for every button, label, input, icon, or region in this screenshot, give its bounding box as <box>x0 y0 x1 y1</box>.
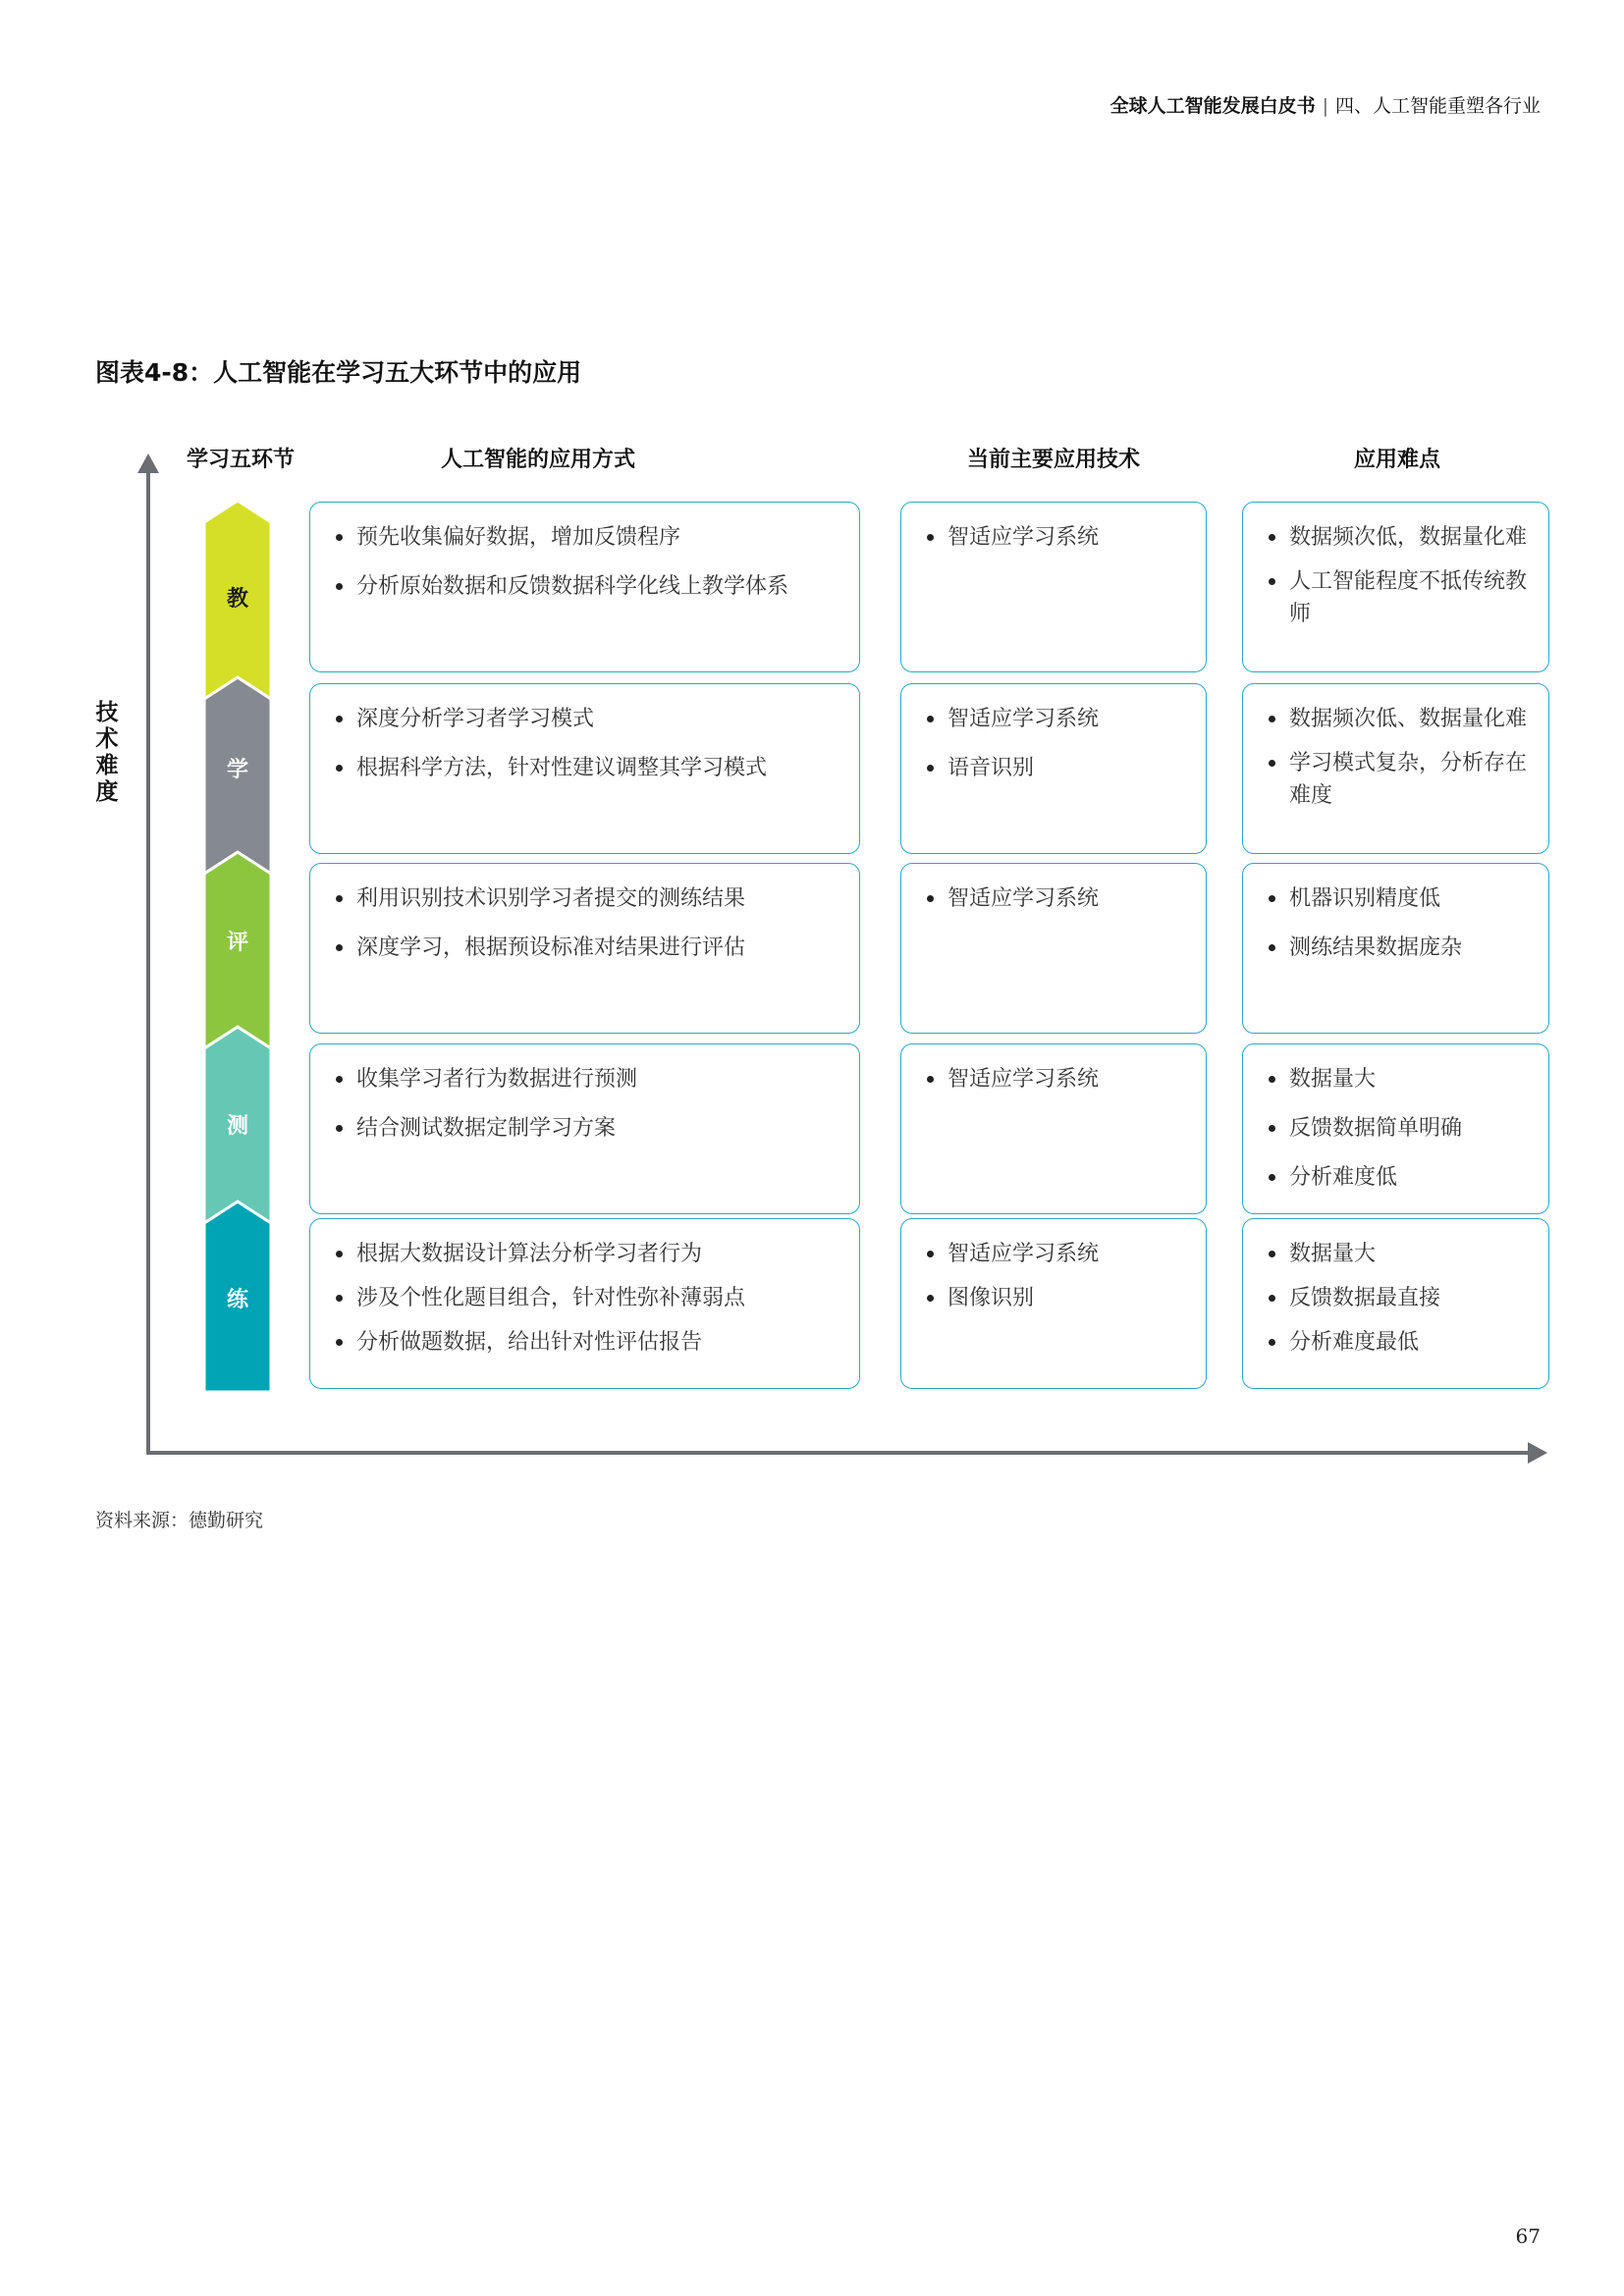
difficulty-item: 数据量大 <box>1267 1063 1537 1095</box>
technology-item: 智适应学习系统 <box>925 1238 1194 1270</box>
difficulty-item: 反馈数据最直接 <box>1267 1282 1537 1314</box>
technology-item: 智适应学习系统 <box>925 703 1194 735</box>
technology-card-learn <box>900 683 1207 854</box>
stage-label-practice: 练 <box>226 1288 248 1312</box>
method-card-test <box>309 1043 860 1214</box>
difficulty-item: 数据量大 <box>1267 1238 1537 1270</box>
difficulty-card-evaluate <box>1242 863 1549 1034</box>
difficulty-item: 人工智能程度不抵传统教师 <box>1267 565 1537 630</box>
x-axis-arrow-icon <box>1528 1442 1547 1464</box>
difficulty-card-practice <box>1242 1218 1549 1389</box>
method-item: 深度学习，根据预设标准对结果进行评估 <box>334 932 847 964</box>
method-item: 结合测试数据定制学习方案 <box>334 1112 847 1145</box>
technology-item: 智适应学习系统 <box>925 882 1194 915</box>
x-axis <box>146 1442 1547 1464</box>
difficulty-item: 数据频次低、数据量化难 <box>1267 703 1537 735</box>
difficulty-item: 反馈数据简单明确 <box>1267 1112 1537 1145</box>
method-item: 涉及个性化题目组合，针对性弥补薄弱点 <box>334 1282 847 1314</box>
method-item: 分析做题数据，给出针对性评估报告 <box>334 1326 847 1359</box>
figure-title: 图表4-8：人工智能在学习五大环节中的应用 <box>95 358 582 387</box>
stage-label-test: 测 <box>226 1114 248 1139</box>
stage-label-learn: 学 <box>226 758 248 782</box>
method-item: 深度分析学习者学习模式 <box>334 703 847 735</box>
page-number: 67 <box>1515 2224 1541 2248</box>
column-header-stage: 学习五环节 <box>186 448 296 472</box>
technology-item: 智适应学习系统 <box>925 1063 1194 1095</box>
method-item: 预先收集偏好数据，增加反馈程序 <box>334 521 847 554</box>
y-axis <box>137 454 159 1453</box>
method-item: 根据科学方法，针对性建议调整其学习模式 <box>334 752 847 784</box>
technology-card-practice <box>900 1218 1207 1389</box>
difficulty-card-test <box>1242 1043 1549 1214</box>
column-header-technology: 当前主要应用技术 <box>966 448 1141 472</box>
technology-item: 智适应学习系统 <box>925 521 1194 554</box>
difficulty-item: 数据频次低，数据量化难 <box>1267 521 1537 554</box>
difficulty-item: 机器识别精度低 <box>1267 882 1537 915</box>
stage-label-teach: 教 <box>226 587 248 612</box>
method-item: 根据大数据设计算法分析学习者行为 <box>334 1238 847 1270</box>
technology-card-test <box>900 1043 1207 1214</box>
technology-card-teach <box>900 502 1207 672</box>
y-axis-arrow-icon <box>137 454 159 473</box>
stage-label-evaluate: 评 <box>226 931 248 955</box>
difficulty-item: 测练结果数据庞杂 <box>1267 932 1537 964</box>
method-card-teach <box>309 502 860 672</box>
column-header-difficulty: 应用难点 <box>1353 448 1441 472</box>
technology-item: 语音识别 <box>925 752 1194 784</box>
technology-item: 图像识别 <box>925 1282 1194 1314</box>
method-item: 分析原始数据和反馈数据科学化线上教学体系 <box>334 570 847 603</box>
difficulty-card-learn <box>1242 683 1549 854</box>
difficulty-item: 分析难度最低 <box>1267 1326 1537 1359</box>
method-item: 利用识别技术识别学习者提交的测练结果 <box>334 882 847 915</box>
difficulty-item: 分析难度低 <box>1267 1161 1537 1194</box>
method-card-learn <box>309 683 860 854</box>
figure-source: 资料来源：德勤研究 <box>95 1510 264 1531</box>
header-separator: | <box>1322 95 1328 117</box>
book-title: 全球人工智能发展白皮书 <box>1110 95 1316 117</box>
difficulty-card-teach <box>1242 502 1549 672</box>
y-axis-label: 技术难度 <box>95 700 119 805</box>
method-item: 收集学习者行为数据进行预测 <box>334 1063 847 1095</box>
column-header-method: 人工智能的应用方式 <box>440 448 636 472</box>
difficulty-item: 学习模式复杂，分析存在难度 <box>1267 747 1537 812</box>
chapter-title: 四、人工智能重塑各行业 <box>1334 95 1541 117</box>
method-card-practice <box>309 1218 860 1389</box>
technology-card-evaluate <box>900 863 1207 1034</box>
method-card-evaluate <box>309 863 860 1034</box>
